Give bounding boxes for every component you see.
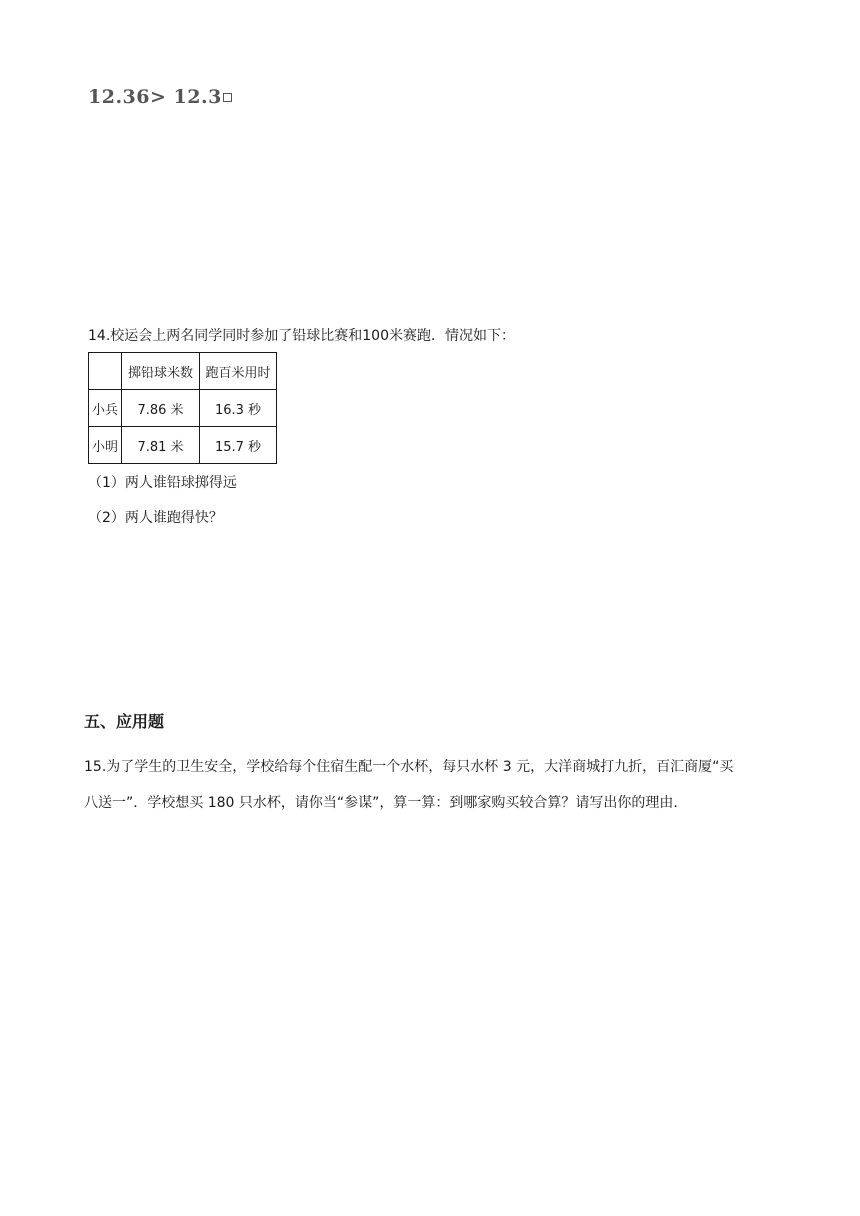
question-15-line-1: 15.为了学生的卫生安全，学校给每个住宿生配一个水杯，每只水杯 3 元，大洋商城打九折，百汇商厦“买 [84,759,734,775]
table-header-cell: 跑百米用时 [200,353,277,390]
question-14-text: 14.校运会上两名同学同时参加了铅球比赛和100米赛跑．情况如下： [88,328,515,344]
question-15-line-2: 八送一”．学校想买 180 只水杯，请你当“参谋”，算一算：到哪家购买较合算？请写出你的理由． [84,795,688,811]
question-14-sub-1: （1）两人谁铅球掷得远 [88,475,237,491]
question-14-sub-2: （2）两人谁跑得快？ [88,510,223,526]
table-row [89,390,277,427]
inequality-left: 12.36 [88,86,150,108]
inequality-sign: > [150,86,167,108]
blank-box-icon [223,93,232,102]
table-header-row [89,353,277,390]
table-cell: 7.81 米 [122,427,200,464]
table-cell: 16.3 秒 [200,390,277,427]
table-cell: 15.7 秒 [200,427,277,464]
table-header-cell [89,353,122,390]
table-cell: 小明 [89,427,122,464]
table-cell: 7.86 米 [122,390,200,427]
section-title: 五、应用题 [84,712,165,731]
table-row [89,427,277,464]
inequality-right: 12.3 [173,86,222,108]
table-header-cell: 掷铅球米数 [122,353,200,390]
inequality-expression [88,86,232,108]
results-table [88,352,277,464]
question-15-text [84,749,784,821]
table-cell: 小兵 [89,390,122,427]
